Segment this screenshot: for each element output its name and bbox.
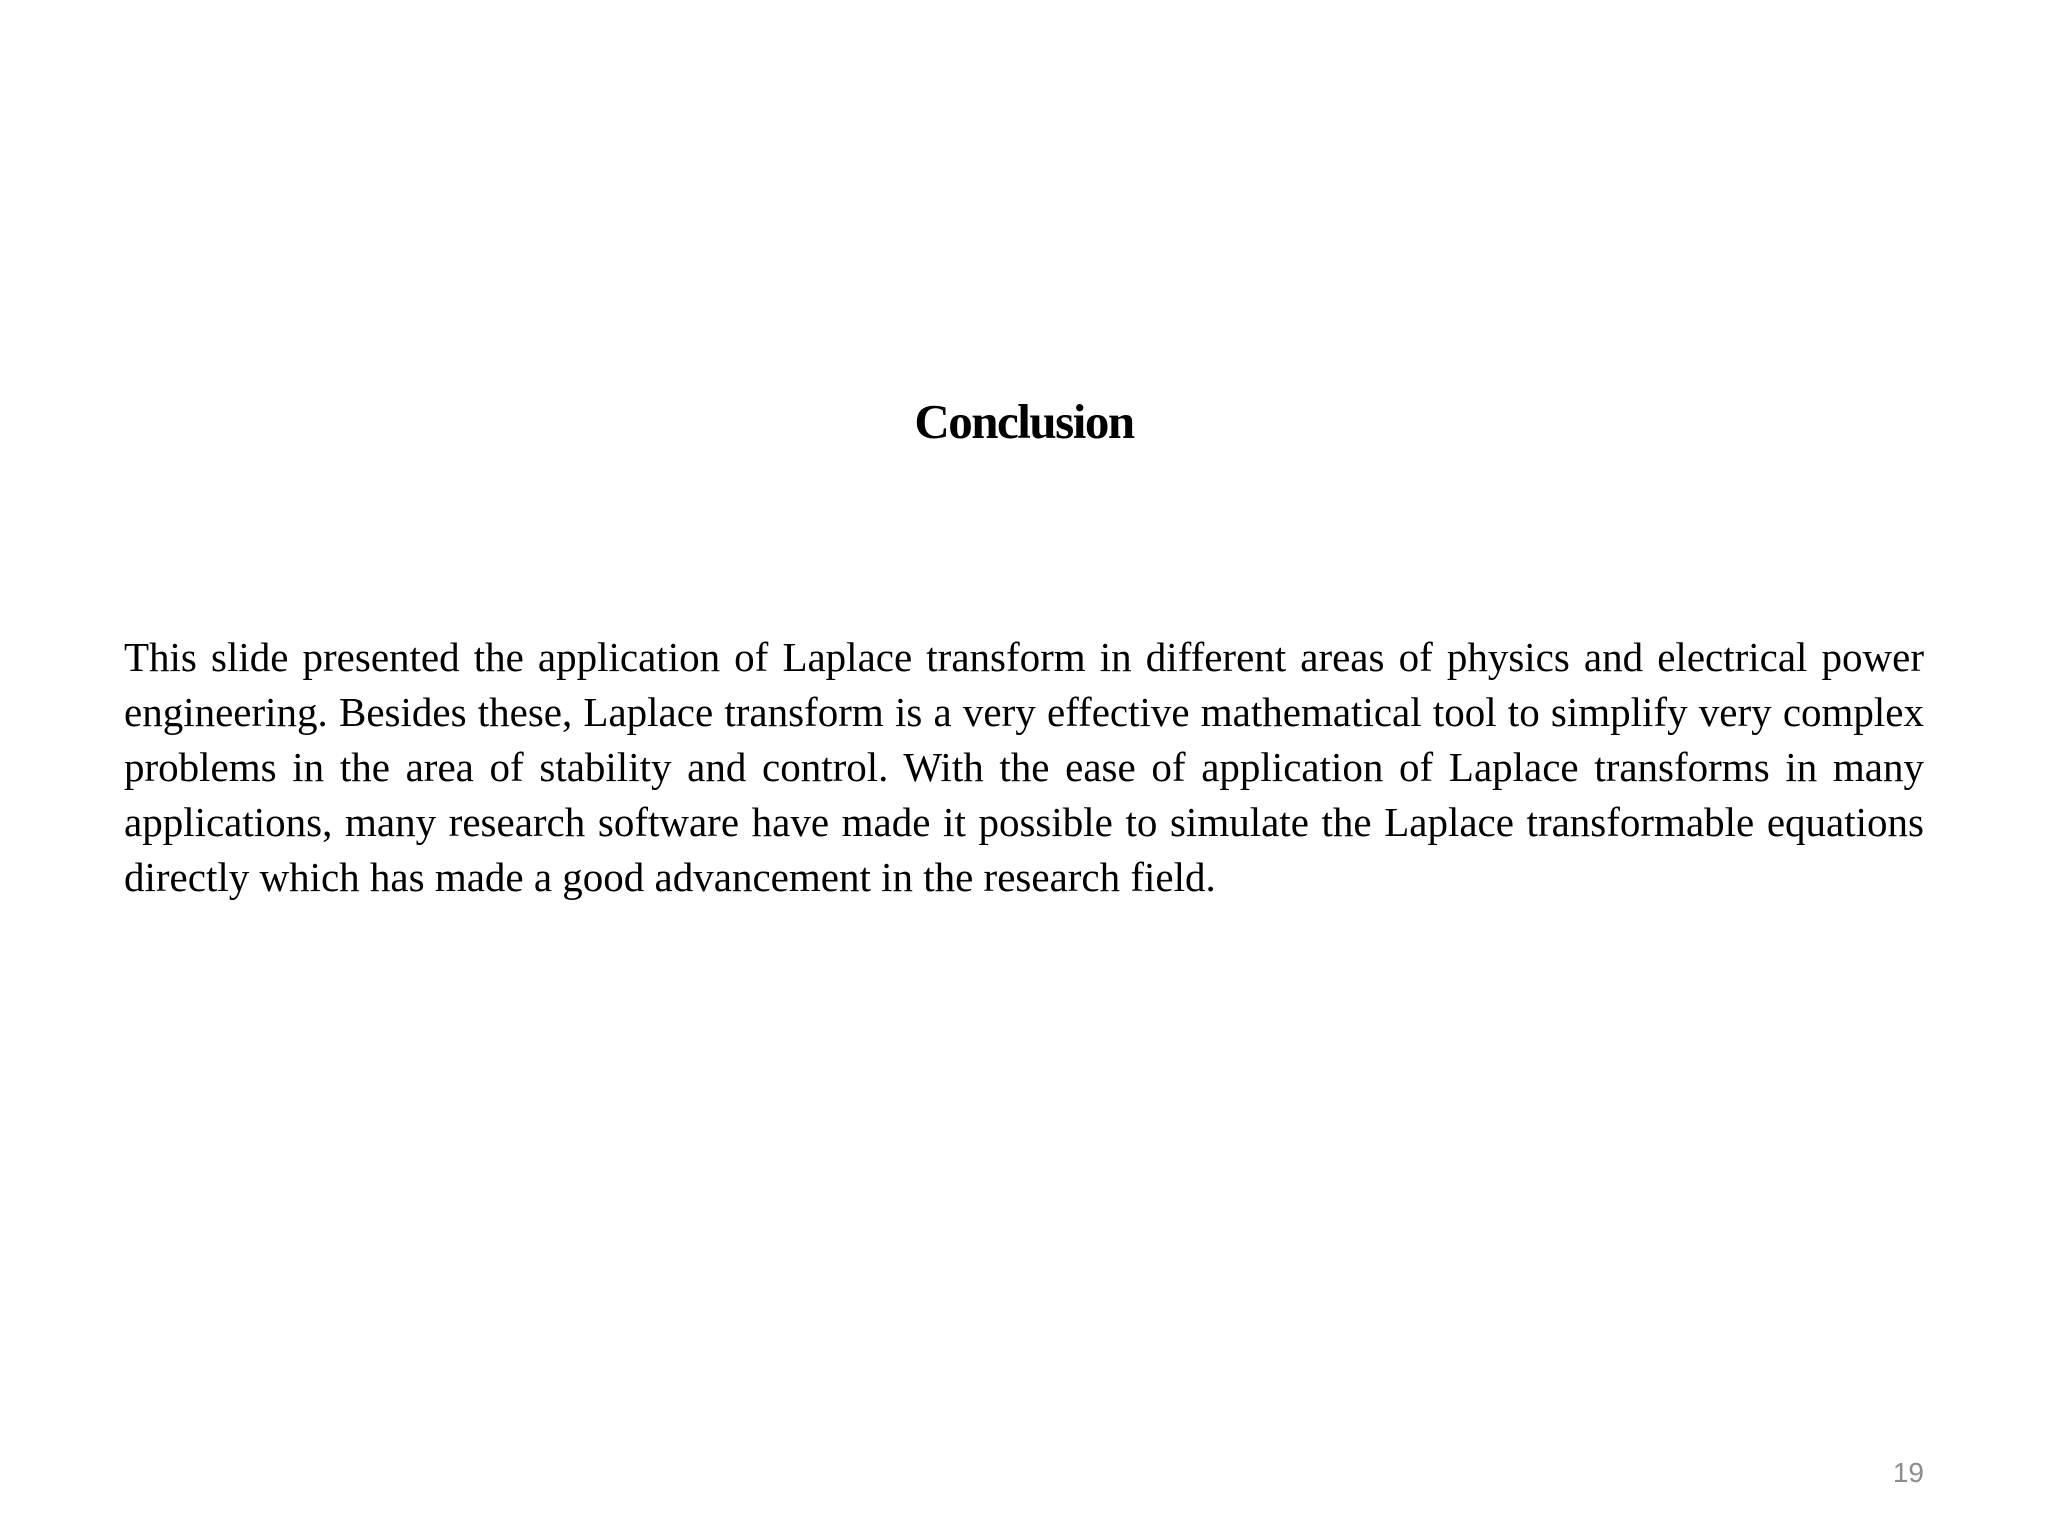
slide-title: Conclusion bbox=[914, 394, 1134, 449]
conclusion-paragraph: This slide presented the application of Laplace transform in different areas of physics and electrical power engineering. Besides these, Laplace transform is a very effective mathematical tool to simplify very complex problems in the area of stability and control. With the ease of application of Laplace transforms in many applications, many research software have made it possible to simulate the Laplace transformable equations directly which has made a good advancement in the research field. bbox=[124, 634, 1924, 900]
page-number: 19 bbox=[1892, 1457, 1924, 1488]
